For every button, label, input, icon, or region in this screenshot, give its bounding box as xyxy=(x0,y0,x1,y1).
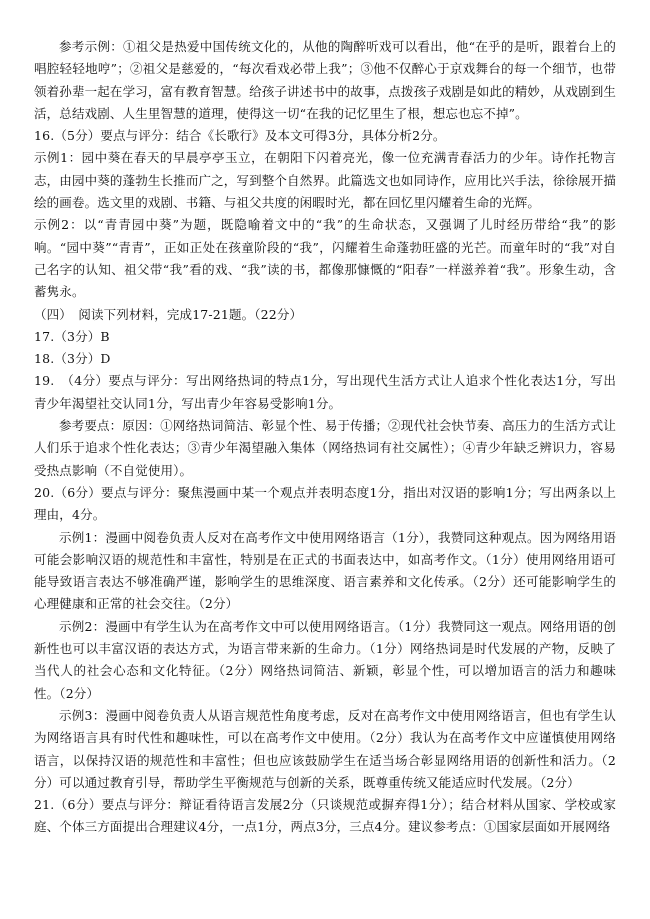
paragraph-q17-answer: 17.（3分）B xyxy=(34,328,110,344)
paragraph-q16-scoring: 16.（5分）要点与评分：结合《长歌行》及本文可得3分，具体分析2分。 xyxy=(34,128,446,144)
paragraph-example-grandfather: 参考示例：①祖父是热爱中国传统文化的，从他的陶醉听戏可以看出，他“在乎的是听，跟着台上的唱腔轻轻地哼”；②祖父是慈爱的，“每次看戏必带上我”；③他不仅醉心于京戏舞台的每一个细节，也带领着孙辈一起在学习，富有教育智慧。给孩子讲述书中的故事，点拨孩子戏剧是如此的精妙，从戏剧到生活，总结戏剧、人生里智慧的道理，使得这一切“在我的记忆里生了根，想忘也忘不掉”。 xyxy=(34,39,616,121)
paragraph-section-four-heading: （四） 阅读下列材料，完成17-21题。（22分） xyxy=(34,306,303,322)
paragraph-q19-scoring: 19. （4分）要点与评分：写出网络热词的特点1分，写出现代生活方式让人追求个性化表达1分，写出青少年渴望社交认同1分，写出青少年容易受影响1分。 xyxy=(34,373,616,411)
paragraph-q18-answer: 18.（3分）D xyxy=(34,351,111,367)
paragraph-q20-example-1: 示例1：漫画中阅卷负责人反对在高考作文中使用网络语言（1分），我赞同这种观点。因为网络用语可能会影响汉语的规范性和丰富性，特别是在正式的书面表达中，如高考作文。（1分）使用网络用语可能导致语言表达不够准确严谨，影响学生的思维深度、语言素养和文化传承。（2分）还可能影响学生的心理健康和正常的社会交往。（2分） xyxy=(34,529,616,612)
paragraph-q16-example-1: 示例1：园中葵在春天的早晨亭亭玉立，在朝阳下闪着亮光，像一位充满青春活力的少年。诗作托物言志，由园中葵的蓬勃生长推而广之，写到整个自然界。此篇选文也如同诗作，应用比兴手法，徐徐展开描绘的画卷。选文里的戏剧、书籍、与祖父共度的闲暇时光，都在回忆里闪耀着生命的光辉。 xyxy=(34,150,616,211)
paragraph-q20-example-3: 示例3：漫画中阅卷负责人从语言规范性角度考虑，反对在高考作文中使用网络语言，但也有学生认为网络语言具有时代性和趣味性，可以在高考作文中使用。（2分）我认为在高考作文中应谨慎使用网络语言，以保持汉语的规范性和丰富性；但也应该鼓励学生在适当场合彰显网络用语的创新性和活力。（2分）可以通过教育引导，帮助学生平衡规范与创新的关系，既尊重传统又能适应时代发展。（2分） xyxy=(34,707,616,790)
paragraph-q16-example-2: 示例2：以“青青园中葵”为题，既隐喻着文中的“我”的生命状态，又强调了儿时经历带给“我”的影响。“园中葵”“青青”，正如正处在孩童阶段的“我”，闪耀着生命蓬勃旺盛的光芒。而童年时的“我”对自己名字的认知、祖父带“我”看的戏、“我”读的书，都像那慷慨的“阳春”一样滋养着“我”。形象生动，含蓄隽永。 xyxy=(34,217,616,300)
paragraph-q19-reference: 参考要点：原因：①网络热词简洁、彰显个性、易于传播；②现代社会快节奏、高压力的生活方式让人们乐于追求个性化表达；③青少年渴望融入集体（网络热词有社交属性）；④青少年缺乏辨识力，容易受热点影响（不自觉使用）。 xyxy=(34,418,616,478)
paragraph-q20-example-2: 示例2：漫画中有学生认为在高考作文中可以使用网络语言。（1分）我赞同这一观点。网络用语的创新性也可以丰富汉语的表达方式，为语言带来新的生命力。（1分）网络热词是时代发展的产物，反映了当代人的社会心态和文化特征。（2分）网络热词简洁、新颖，彰显个性，可以增加语言的活力和趣味性。（2分） xyxy=(34,618,616,701)
paragraph-q21-scoring: 21.（6分）要点与评分：辩证看待语言发展2分（只谈规范或摒弃得1分）；结合材料从国家、学校或家庭、个体三方面提出合理建议4分，一点1分，两点3分，三点4分。建议参考点：①国家层面如开展网络 xyxy=(34,797,616,835)
paragraph-q20-scoring: 20.（6分）要点与评分：聚焦漫画中某一个观点并表明态度1分，指出对汉语的影响1分；写出两条以上理由，4分。 xyxy=(34,484,616,523)
